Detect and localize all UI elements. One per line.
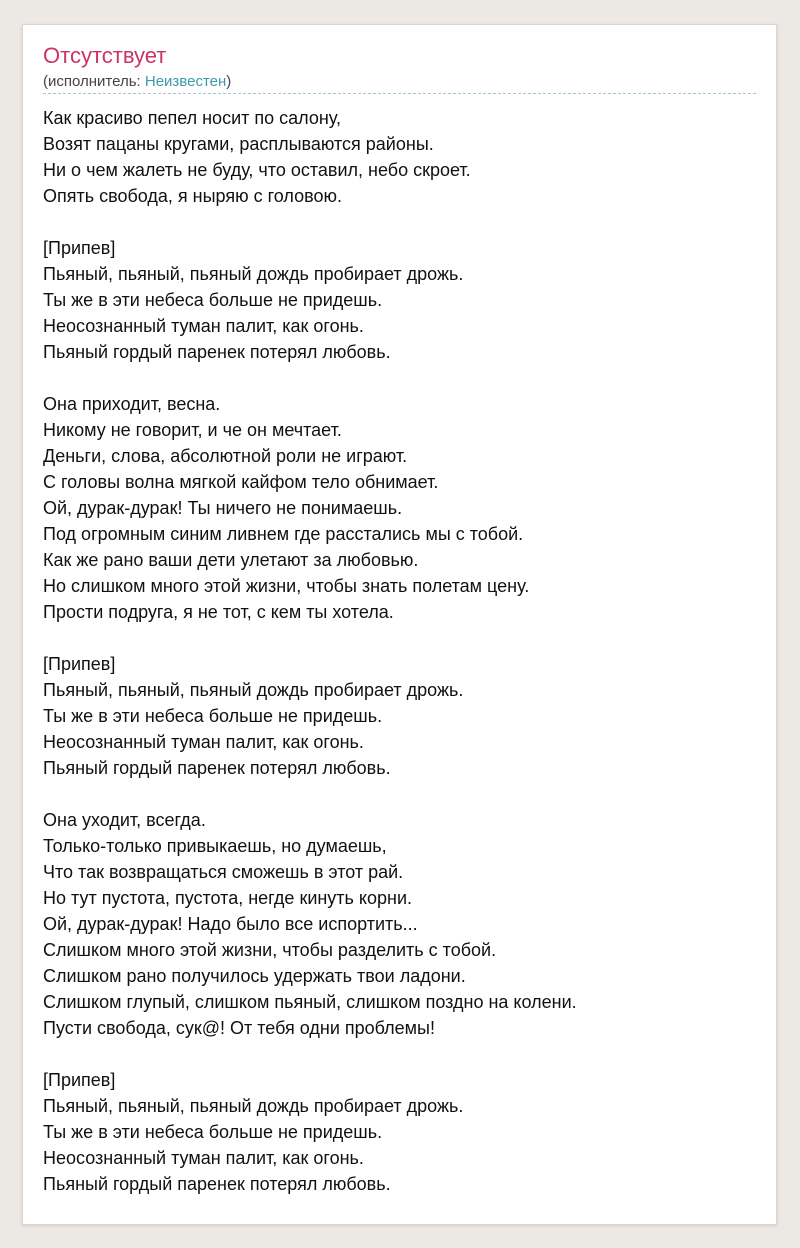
- artist-line: [43, 73, 231, 91]
- section-label: [Припев]: [43, 238, 116, 258]
- lyric-line: Пьяный, пьяный, пьяный дождь пробирает дрожь.: [43, 680, 464, 700]
- lyric-line: Никому не говорит, и че он мечтает.: [43, 420, 342, 440]
- section-label: [Припев]: [43, 654, 116, 674]
- lyric-line: Неосознанный туман палит, как огонь.: [43, 732, 364, 752]
- lyric-line: Слишком рано получилось удержать твои ладони.: [43, 966, 466, 986]
- lyric-line: Но слишком много этой жизни, чтобы знать полетам цену.: [43, 576, 530, 596]
- stanza-gap: [43, 365, 758, 391]
- lyric-line: Пьяный гордый паренек потерял любовь.: [43, 1174, 391, 1194]
- stanza-gap: [43, 781, 758, 807]
- lyric-line: Только-только привыкаешь, но думаешь,: [43, 836, 387, 856]
- lyric-line: Она приходит, весна.: [43, 394, 221, 414]
- lyric-line: Ой, дурак-дурак! Надо было все испортить...: [43, 914, 418, 934]
- lyric-line: Возят пацаны кругами, расплываются районы.: [43, 134, 434, 154]
- lyric-line: Пьяный, пьяный, пьяный дождь пробирает дрожь.: [43, 264, 464, 284]
- lyric-line: Слишком много этой жизни, чтобы разделить с тобой.: [43, 940, 497, 960]
- lyric-line: Ты же в эти небеса больше не придешь.: [43, 706, 383, 726]
- lyric-line: Она уходит, всегда.: [43, 810, 206, 830]
- lyric-line: Как же рано ваши дети улетают за любовью.: [43, 550, 419, 570]
- artist-prefix: (исполнитель:: [43, 73, 145, 90]
- lyric-line: Прости подруга, я не тот, с кем ты хотела.: [43, 602, 394, 622]
- song-title: Отсутствует: [43, 43, 167, 68]
- lyric-line: Ой, дурак-дурак! Ты ничего не понимаешь.: [43, 498, 403, 518]
- lyric-line: Пьяный гордый паренек потерял любовь.: [43, 758, 391, 778]
- lyric-line: Ты же в эти небеса больше не придешь.: [43, 290, 383, 310]
- lyric-line: Опять свобода, я ныряю с головою.: [43, 186, 342, 206]
- lyric-line: Как красиво пепел носит по салону,: [43, 108, 341, 128]
- lyric-line: Слишком глупый, слишком пьяный, слишком поздно на колени.: [43, 992, 577, 1012]
- lyric-line: Неосознанный туман палит, как огонь.: [43, 1148, 364, 1168]
- lyric-line: Деньги, слова, абсолютной роли не играют.: [43, 446, 408, 466]
- lyric-line: С головы волна мягкой кайфом тело обнимает.: [43, 472, 439, 492]
- stanza-gap: [43, 209, 758, 235]
- lyric-line: Но тут пустота, пустота, негде кинуть корни.: [43, 888, 413, 908]
- lyric-line: Что так возвращаться сможешь в этот рай.: [43, 862, 404, 882]
- artist-suffix: ): [226, 73, 232, 90]
- lyric-line: Неосознанный туман палит, как огонь.: [43, 316, 364, 336]
- title-divider: [43, 93, 756, 94]
- lyric-line: Пьяный гордый паренек потерял любовь.: [43, 342, 391, 362]
- lyric-line: Под огромным синим ливнем где расстались мы с тобой.: [43, 524, 524, 544]
- lyrics-body: [43, 105, 758, 1197]
- stanza-gap: [43, 625, 758, 651]
- lyric-line: Ты же в эти небеса больше не придешь.: [43, 1122, 383, 1142]
- section-label: [Припев]: [43, 1070, 116, 1090]
- lyrics-card: [22, 24, 777, 1225]
- artist-link[interactable]: Неизвестен: [144, 73, 227, 90]
- lyric-line: Ни о чем жалеть не буду, что оставил, небо скроет.: [43, 160, 471, 180]
- lyric-line: Пусти свобода, сук@! От тебя одни проблемы!: [43, 1018, 435, 1038]
- lyric-line: Пьяный, пьяный, пьяный дождь пробирает дрожь.: [43, 1096, 464, 1116]
- stanza-gap: [43, 1041, 758, 1067]
